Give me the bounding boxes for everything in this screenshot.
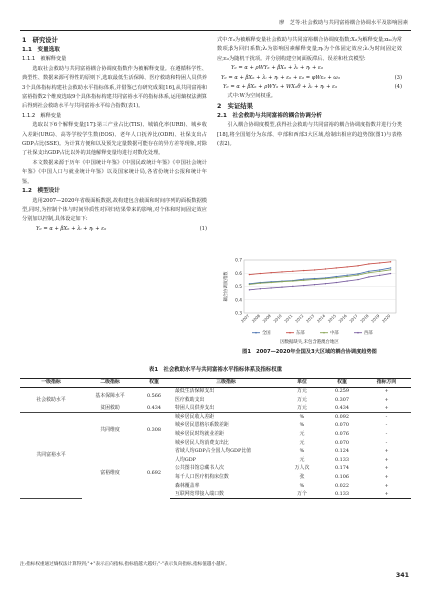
chart-data-point [303, 280, 304, 281]
paragraph-data-sources: 本文数据来源于历年《中国统计年鉴》《中国民政统计年鉴》《中国社会统计年鉴》《中国人口与就业统计年鉴》以及国家统计局,各省份统计公报和统计年鉴。 [22, 159, 207, 185]
table-header-level3: 三级指标 [170, 379, 282, 388]
chart-y-tick-label: 0.3 [235, 311, 242, 317]
page-number: 341 [395, 572, 409, 579]
chart-x-tick-label: 2013 [304, 313, 316, 324]
chart-data-point [281, 286, 282, 287]
table-cell-direction: + [384, 465, 389, 472]
equation-4-body: Yᵢₜ = α + βXᵢₜ + ρWYᵢₜ + WXᵢₜθ + λᵢ + ηₜ + εᵢₜ [223, 84, 338, 90]
chart-data-point [260, 282, 261, 283]
chart-data-point [249, 289, 250, 290]
chart-data-point [390, 269, 391, 270]
table-cell-level2: 富裕维度 [100, 469, 120, 476]
table-cell-direction: + [384, 396, 389, 403]
right-column [217, 36, 402, 149]
chart-y-tick-label: 0.4 [235, 298, 242, 304]
table-cell-direction: + [362, 490, 411, 499]
table-cell-weight3: 0.070 [334, 422, 349, 429]
chart-data-point [368, 272, 369, 273]
section-1-1-heading: 1.1 变量选取 [22, 47, 60, 53]
table-cell-level3: 城乡居民恩格尔系数差距 [175, 422, 229, 429]
section-1-heading: 1 研究设计 [22, 37, 58, 44]
table-1-note: 注:指标权重通过熵权法计算得到;"+"表示正向指标,指标值越大越好;"-"表示负向指标,指标值越小越好。 [20, 562, 230, 567]
table-cell-unit: 元 [299, 430, 305, 437]
table-cell-level2: 贫困救助 [82, 404, 138, 413]
chart-data-point [336, 267, 337, 268]
table-row [20, 387, 411, 396]
indicator-table [20, 378, 411, 499]
paragraph-model-design: 选用2007—2020年省级面板数据,故构建包含截面和时间序列的面板数据模型,同时,为控制个体与时间异质性对回归结果带来的影响,对个体和时间固定效应分别加以控制,具体设定如下: [22, 197, 207, 223]
chart-x-tick-label: 2011 [283, 313, 294, 324]
table-cell-unit: 万元 [282, 404, 322, 413]
chart-x-tick-label: 2014 [315, 313, 327, 324]
table-cell-direction: + [384, 473, 389, 480]
table-cell-direction: - [385, 422, 388, 429]
chart-data-point [379, 271, 380, 272]
table-cell-direction: - [385, 414, 388, 421]
table-cell-level3: 每千人口医疗机构床位数 [175, 473, 229, 480]
chart-data-point [292, 280, 293, 281]
section-2-1-heading: 2.1 社会救助与共同富裕的耦合协调分析 [217, 112, 323, 119]
table-header-row [20, 379, 411, 388]
table-cell-unit: 张 [299, 473, 305, 480]
paragraph-dependent-variable: 选取社会救助与共同富裕耦合协调度指数作为被解释变量。在遵循科学性、典型性、数据来源可得性的原则下,选取最低生活保障、医疗救助和特困人员供养3个具体指标构建社会救助水平指标体系,并借鉴已有研究成果[16],从共同富裕和富裕指数2个维度选取9个具体指标构建共同富裕水平的指标体系,运用熵权法测算后得到社会救助水平与共同富裕水平综合指数(表1)。 [22, 65, 207, 110]
section-1-2-heading: 1.2 模型设计 [22, 188, 60, 195]
table-cell-level1: 共同富裕水平 [20, 413, 82, 499]
section-1-1-1-heading: 1.1.1 被解释变量 [22, 56, 67, 63]
table-cell-weight3: 0.434 [322, 404, 362, 413]
table-cell-unit: % [299, 422, 305, 429]
section-2-heading: 2 实证结果 [217, 102, 253, 110]
chart-data-point [336, 277, 337, 278]
chart-data-point [270, 282, 271, 283]
chart-legend-marker [357, 332, 359, 334]
equation-4 [217, 83, 402, 92]
table-cell-weight2: 0.434 [138, 404, 170, 413]
figure-1-caption: 图1 2007—2020年全国及3大区域的耦合协调度趋势图 [242, 349, 377, 355]
chart-data-point [249, 284, 250, 285]
header-rule [20, 30, 411, 31]
table-cell-weight3: 0.259 [334, 388, 349, 395]
chart-data-point [346, 280, 347, 281]
table-header-weight2: 权重 [138, 379, 170, 388]
chart-y-tick-label: 0.7 [235, 258, 242, 264]
chart-x-tick-label: 2017 [348, 313, 359, 324]
chart-y-tick-label: 0.5 [235, 285, 242, 290]
chart-data-point [390, 267, 391, 268]
table-cell-weight2: 0.308 [146, 426, 161, 433]
chart-x-tick-label: 2019 [370, 313, 381, 324]
equation-3-body: Yᵢₜ = α + βXᵢₜ + λᵢ + ηₜ + εᵢₜ + εᵢₜ = φWεᵢₜ + ωᵢₜ [221, 74, 340, 81]
table-cell-weight3: 0.133 [334, 456, 349, 463]
running-header: 廖 芝等:社会救助与共同富裕耦合协调水平及影响因素 [279, 20, 408, 26]
table-cell-weight3: 0.133 [322, 490, 362, 499]
chart-x-tick-label: 2015 [326, 313, 337, 324]
chart-x-tick-label: 2010 [272, 313, 283, 324]
chart-data-point [379, 262, 380, 263]
table-cell-weight3: 0.124 [334, 448, 349, 455]
equation-2-body: Yᵢₜ = α + ρWYᵢₜ + βXᵢₜ + λᵢ + ηₜ + εᵢₜ [231, 65, 324, 72]
table-cell-weight3: 0.070 [334, 439, 349, 446]
table-cell-direction: - [385, 439, 388, 446]
table-header-direction: 指标方向 [362, 379, 411, 388]
chart-x-tick-label: 2016 [337, 313, 348, 324]
paragraph-model-notation: 式中:Yᵢₜ为被解释变量社会救助与共同富裕耦合协调度指数;Xᵢₜ为解释变量;αᵢ₀为常数项;β为回归系数;λᵢ为影响因素解释变量;ηₜ为个体固定效应;λᵢ为时间固定效应;εᵢₜ为随机干扰项。并分别构建空间面板滞后、误差和杜宾模型: [217, 37, 402, 62]
chart-data-point [292, 271, 293, 272]
chart-data-point [368, 263, 369, 264]
table-cell-unit: 元 [299, 456, 305, 463]
equation-4-number: (4) [394, 84, 402, 90]
table-cell-unit: % [299, 482, 305, 489]
chart-data-point [281, 271, 282, 272]
table-header-level1: 一级指标 [20, 379, 82, 388]
chart-y-tick-label: 0.6 [235, 271, 242, 277]
table-cell-level3: 互联网宽带接入端口数 [170, 490, 282, 499]
paragraph-coupling-analysis: 引入耦合协调度模型,获得社会救助与共同富裕的耦合协调度指数并进行分类[18],将全国划分为东部、中部和西部3大区域,绘制出相应的趋势图(图1)与表格(表2)。 [217, 122, 402, 148]
chart-data-point [270, 272, 271, 273]
table-cell-direction: + [384, 456, 389, 463]
chart-data-point [292, 286, 293, 287]
table-cell-level1: 社会救助水平 [20, 387, 82, 413]
chart-data-point [379, 275, 380, 276]
table-cell-direction: + [384, 448, 389, 455]
chart-legend-marker [323, 332, 325, 334]
chart-legend-marker [289, 332, 291, 334]
table-cell-weight2: 0.692 [146, 469, 161, 476]
table-cell-weight3: 0.092 [334, 414, 349, 421]
chart-data-point [314, 284, 315, 285]
chart-data-point [314, 279, 315, 280]
table-cell-level3: 森林覆盖率 [175, 482, 200, 489]
chart-data-point [368, 271, 369, 272]
chart-legend-label: 西部 [364, 331, 373, 336]
table-cell-unit: 万人次 [294, 465, 310, 472]
chart-data-point [270, 287, 271, 288]
table-cell-level2: 基本保障水平 [95, 392, 125, 399]
chart-y-axis-label: 耦合协调度指数 [224, 271, 229, 302]
table-cell-unit: % [299, 448, 305, 455]
table-cell-level3: 公共图书馆总藏书人次 [175, 465, 224, 472]
paragraph-spatial-weight: 式中:W为空间权重。 [227, 93, 276, 100]
table-cell-unit: % [299, 414, 305, 421]
chart-x-tick-label: 2009 [261, 313, 272, 324]
table-1-caption: 表1 社会救助水平与共同富裕水平指标体系及指标权重 [148, 367, 283, 373]
table-cell-weight3: 0.307 [334, 396, 349, 403]
table-header-level2: 二级指标 [82, 379, 138, 388]
chart-data-point [249, 274, 250, 275]
table-cell-level2: 共同维度 [100, 426, 120, 433]
table-cell-unit: 万元 [297, 388, 307, 395]
chart-x-tick-label: 2008 [250, 313, 261, 324]
table-cell-level3: 省域人均GDP占全国人均GDP比值 [175, 448, 252, 455]
chart-data-point [357, 265, 358, 266]
chart-data-point [346, 275, 347, 276]
table-header-weight3: 权重 [322, 379, 362, 388]
table-cell-weight3: 0.106 [334, 473, 349, 480]
table-header-unit: 单位 [282, 379, 322, 388]
table-cell-weight3: 0.174 [334, 465, 349, 472]
table-cell-level3: 人均GDP [175, 456, 196, 463]
chart-data-point [390, 273, 391, 274]
equation-3-number: (3) [394, 74, 402, 81]
equation-3 [217, 74, 402, 83]
chart-data-point [368, 276, 369, 277]
table-cell-direction: + [384, 388, 389, 395]
table-cell-weight3: 0.076 [334, 430, 349, 437]
coupling-trend-line-chart [222, 255, 400, 338]
chart-data-point [281, 281, 282, 282]
chart-data-point [336, 282, 337, 283]
chart-legend-marker [255, 332, 257, 334]
equation-1-number: (1) [199, 225, 207, 232]
chart-data-point [357, 273, 358, 274]
table-cell-unit: 万元 [297, 396, 307, 403]
chart-legend-label: 全国 [262, 331, 271, 336]
left-column [22, 36, 207, 234]
table-cell-weight2: 0.566 [146, 392, 161, 399]
table-cell-level3: 城乡居民时均就业差距 [175, 430, 224, 437]
chart-x-tick-label: 2020 [380, 313, 392, 324]
table-cell-direction: + [362, 404, 411, 413]
table-cell-level3: 最低生活保障支出 [175, 388, 215, 395]
chart-data-point [303, 285, 304, 286]
chart-footnote: 因数据缺失,未包含港澳台地区 [280, 340, 339, 345]
paragraph-explanatory-variables: 选取以下6个解释变量[17]:第三产业占比(TIS)、城镇化率(URB)、城乡收入差距(URG)、高等学校学生数(EOS)、老年人口抚养比(ODR)、社保支出占GDP占比(SSE)。为计算方便和以及预先定量数据可能存在的异方差等现象,对除了社保支出GDP占比以外的其他解释变量均进行对数化处理。 [22, 122, 207, 157]
chart-data-point [325, 283, 326, 284]
chart-x-tick-label: 2018 [359, 313, 370, 324]
chart-data-point [260, 273, 261, 274]
chart-x-tick-label: 2012 [294, 313, 305, 324]
chart-data-point [357, 279, 358, 280]
equation-2 [217, 64, 402, 73]
table-cell-direction: + [384, 482, 389, 489]
chart-data-point [260, 288, 261, 289]
chart-data-point [346, 266, 347, 267]
chart-data-point [325, 278, 326, 279]
equation-1 [22, 225, 207, 234]
table-cell-level3: 特困人员供养支出 [170, 404, 282, 413]
table-row [20, 413, 411, 422]
equation-1-body: Yᵢₜ = α + βXᵢₜ + λᵢ + ηₜ + εᵢₜ [36, 225, 107, 232]
table-cell-unit: 元 [299, 439, 305, 446]
chart-data-point [325, 268, 326, 269]
chart-data-point [314, 269, 315, 270]
chart-data-point [357, 274, 358, 275]
table-cell-unit: 万个 [282, 490, 322, 499]
chart-x-tick-label: 2007 [239, 313, 251, 324]
section-1-1-2-heading: 1.1.2 解释变量 [22, 112, 62, 119]
chart-data-point [303, 270, 304, 271]
chart-legend-label: 东部 [296, 331, 305, 336]
table-cell-level3: 医疗救助支出 [175, 396, 205, 403]
table-cell-weight3: 0.022 [334, 482, 349, 489]
chart-data-point [379, 269, 380, 270]
table-cell-direction: - [385, 430, 388, 437]
table-cell-level3: 城乡居民人均消费支出比 [175, 439, 229, 446]
chart-legend-label: 中部 [330, 331, 339, 336]
chart-data-point [390, 261, 391, 262]
table-cell-level3: 城乡居民收入差距 [175, 414, 215, 421]
chart-data-point [346, 276, 347, 277]
